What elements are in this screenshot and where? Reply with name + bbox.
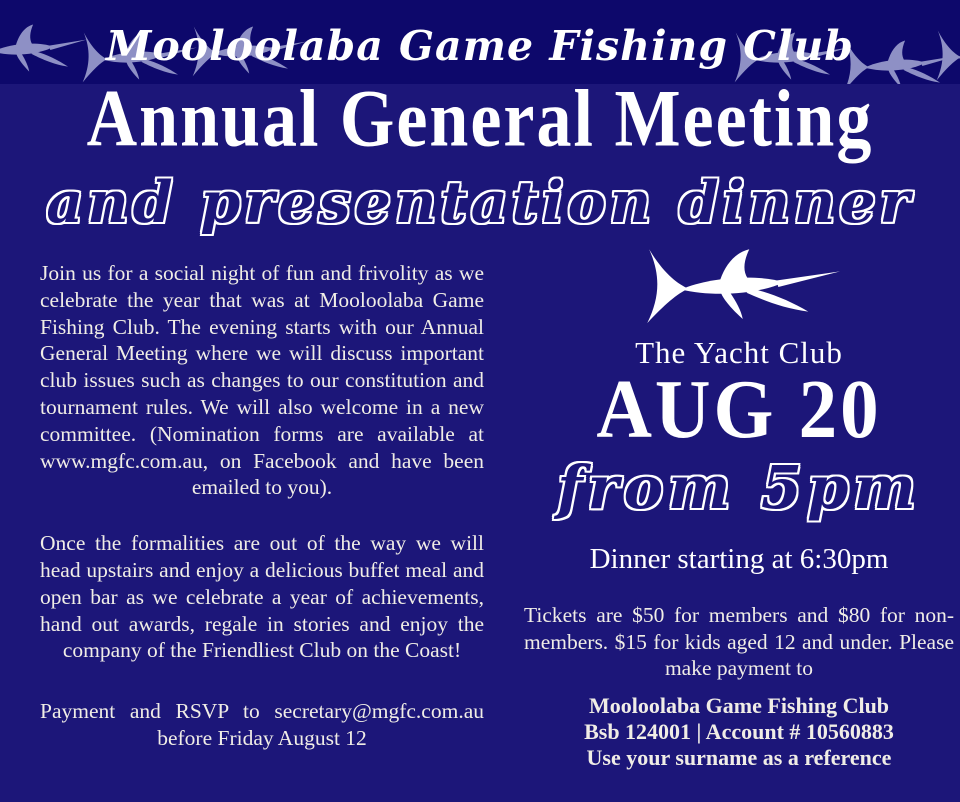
event-title-text: Annual General Meeting: [86, 74, 874, 165]
payee-name: Mooloolaba Game Fishing Club: [588, 692, 890, 718]
rsvp-note: Payment and RSVP to secretary@mgfc.com.au before Friday August 12: [40, 699, 484, 750]
payment-details: [524, 693, 954, 771]
payment-reference: Use your surname as a reference: [586, 744, 892, 770]
event-details-column: [524, 244, 954, 771]
marlin-icon: [636, 246, 842, 328]
start-time: from 5pm: [557, 453, 921, 522]
club-name: Mooloolaba Game Fishing Club: [106, 22, 854, 70]
banner: [0, 0, 960, 84]
event-subtitle: and presentation dinner: [46, 169, 914, 236]
ticket-prices: Tickets are $50 for members and $80 for non-members. $15 for kids aged 12 and under. Please make payment to: [524, 603, 954, 680]
bank-account: Bsb 124001 | Account # 10560883: [584, 718, 894, 744]
dinner-paragraph: Once the formalities are out of the way we will head upstairs and enjoy a delicious buffet meal and open bar as we celebrate a year of achievements, hand out awards, regale in stories and enjoy the company of the Friendliest Club on the Coast!: [40, 531, 484, 663]
dinner-time: Dinner starting at 6:30pm: [589, 543, 889, 575]
intro-paragraph: Join us for a social night of fun and frivolity as we celebrate the year that was at Mooloolaba Game Fishing Club. The evening starts with our Annual General Meeting where we will discuss important club issues such as changes to our constitution and tournament rules. We will also welcome in a new committee. (Nomination forms are available at www.mgfc.com.au, on Facebook and have been emailed to you).: [40, 261, 484, 500]
event-date: [524, 362, 954, 456]
venue-name: The Yacht Club: [635, 335, 843, 370]
event-title: [0, 74, 960, 165]
description-column: [40, 260, 484, 752]
event-date-text: AUG 20: [596, 362, 882, 456]
